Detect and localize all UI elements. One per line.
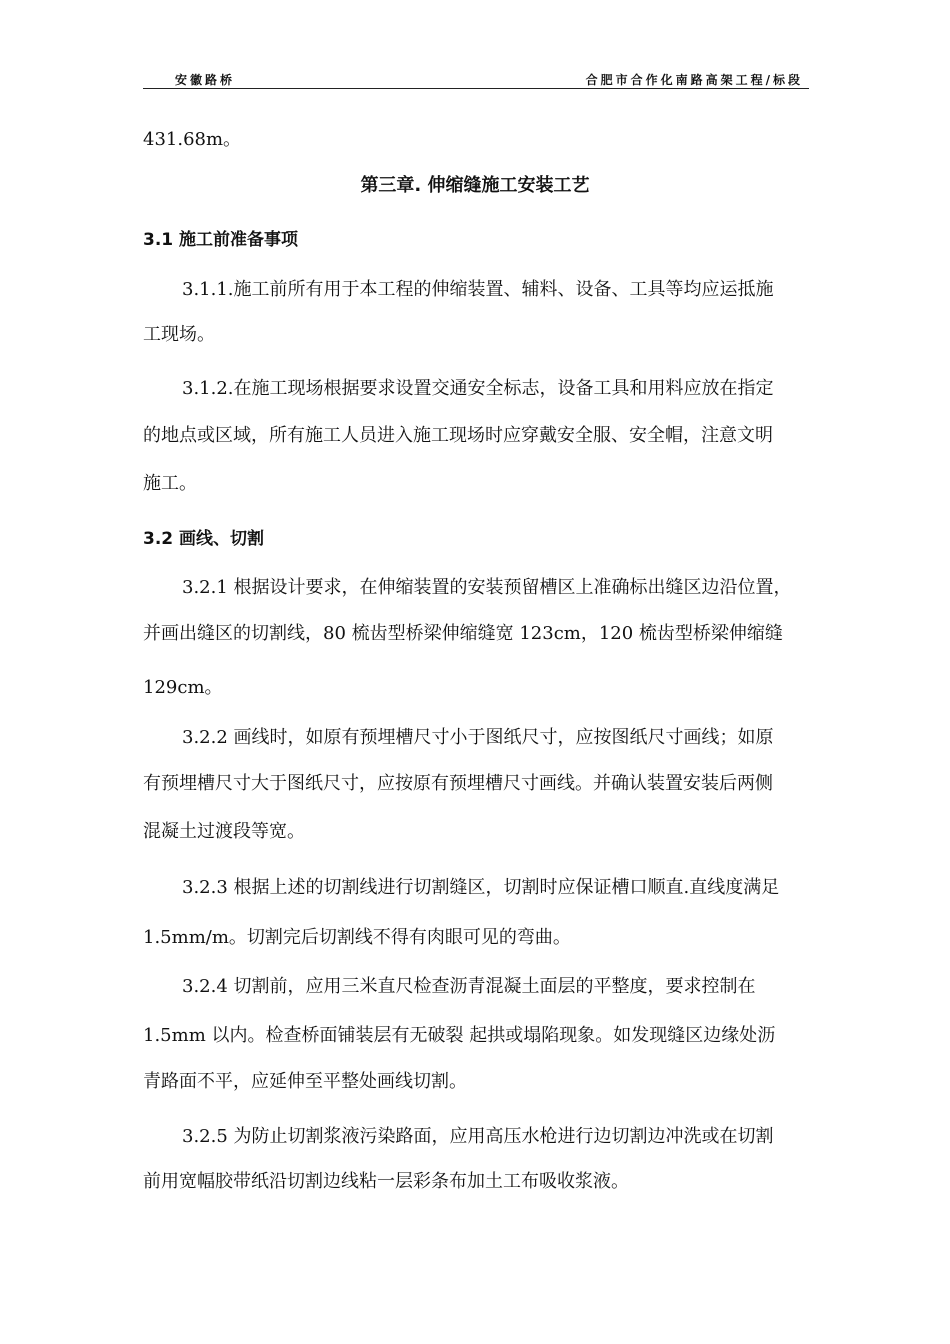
paragraph-3-2-4-line-2: 1.5mm 以内。检查桥面铺装层有无破裂 起拱或塌陷现象。如发现缝区边缘处沥 bbox=[143, 1025, 776, 1046]
paragraph-3-1-2-line-1: 3.1.2.在施工现场根据要求设置交通安全标志，设备工具和用料应放在指定 bbox=[182, 378, 774, 399]
paragraph-3-1-2-line-3: 施工。 bbox=[143, 473, 197, 494]
section-heading-3-2: 3.2 画线、切割 bbox=[143, 529, 265, 549]
paragraph-3-2-1-line-3: 129cm。 bbox=[143, 677, 223, 698]
paragraph-3-1-1-line-2: 工现场。 bbox=[143, 324, 215, 345]
header-left-text: 安徽路桥 bbox=[175, 73, 236, 87]
paragraph-3-1-2-line-2: 的地点或区域，所有施工人员进入施工现场时应穿戴安全服、安全帽，注意文明 bbox=[143, 425, 773, 446]
section-heading-3-1: 3.1 施工前准备事项 bbox=[143, 230, 299, 250]
chapter-title: 第三章. 伸缩缝施工安装工艺 bbox=[360, 175, 590, 196]
page-header bbox=[143, 64, 809, 89]
paragraph-3-2-2-line-3: 混凝土过渡段等宽。 bbox=[143, 821, 305, 842]
paragraph-3-2-3-line-2: 1.5mm/m。切割完后切割线不得有肉眼可见的弯曲。 bbox=[143, 927, 571, 948]
paragraph-3-2-1-line-2: 并画出缝区的切割线，80 梳齿型桥梁伸缩缝宽 123cm，120 梳齿型桥梁伸缩缝 bbox=[143, 623, 783, 644]
paragraph-3-2-2-line-2: 有预埋槽尺寸大于图纸尺寸，应按原有预埋槽尺寸画线。并确认装置安装后两侧 bbox=[143, 773, 773, 794]
paragraph-3-2-5-line-2: 前用宽幅胶带纸沿切割边线粘一层彩条布加土工布吸收浆液。 bbox=[143, 1171, 629, 1192]
intro-tail-text: 431.68m。 bbox=[143, 129, 242, 150]
paragraph-3-1-1-line-1: 3.1.1.施工前所有用于本工程的伸缩装置、辅料、设备、工具等均应运抵施 bbox=[182, 279, 774, 300]
paragraph-3-2-4-line-1: 3.2.4 切割前，应用三米直尺检查沥青混凝土面层的平整度，要求控制在 bbox=[182, 976, 756, 997]
paragraph-3-2-1-line-1: 3.2.1 根据设计要求，在伸缩装置的安装预留槽区上准确标出缝区边沿位置， bbox=[182, 577, 792, 598]
paragraph-3-2-4-line-3: 青路面不平，应延伸至平整处画线切割。 bbox=[143, 1071, 467, 1092]
paragraph-3-2-5-line-1: 3.2.5 为防止切割浆液污染路面，应用高压水枪进行边切割边冲洗或在切割 bbox=[182, 1126, 774, 1147]
header-right-text: 合肥市合作化南路高架工程/标段 bbox=[585, 73, 803, 87]
paragraph-3-2-2-line-1: 3.2.2 画线时，如原有预埋槽尺寸小于图纸尺寸，应按图纸尺寸画线；如原 bbox=[182, 727, 774, 748]
paragraph-3-2-3-line-1: 3.2.3 根据上述的切割线进行切割缝区，切割时应保证槽口顺直.直线度满足 bbox=[182, 877, 780, 898]
